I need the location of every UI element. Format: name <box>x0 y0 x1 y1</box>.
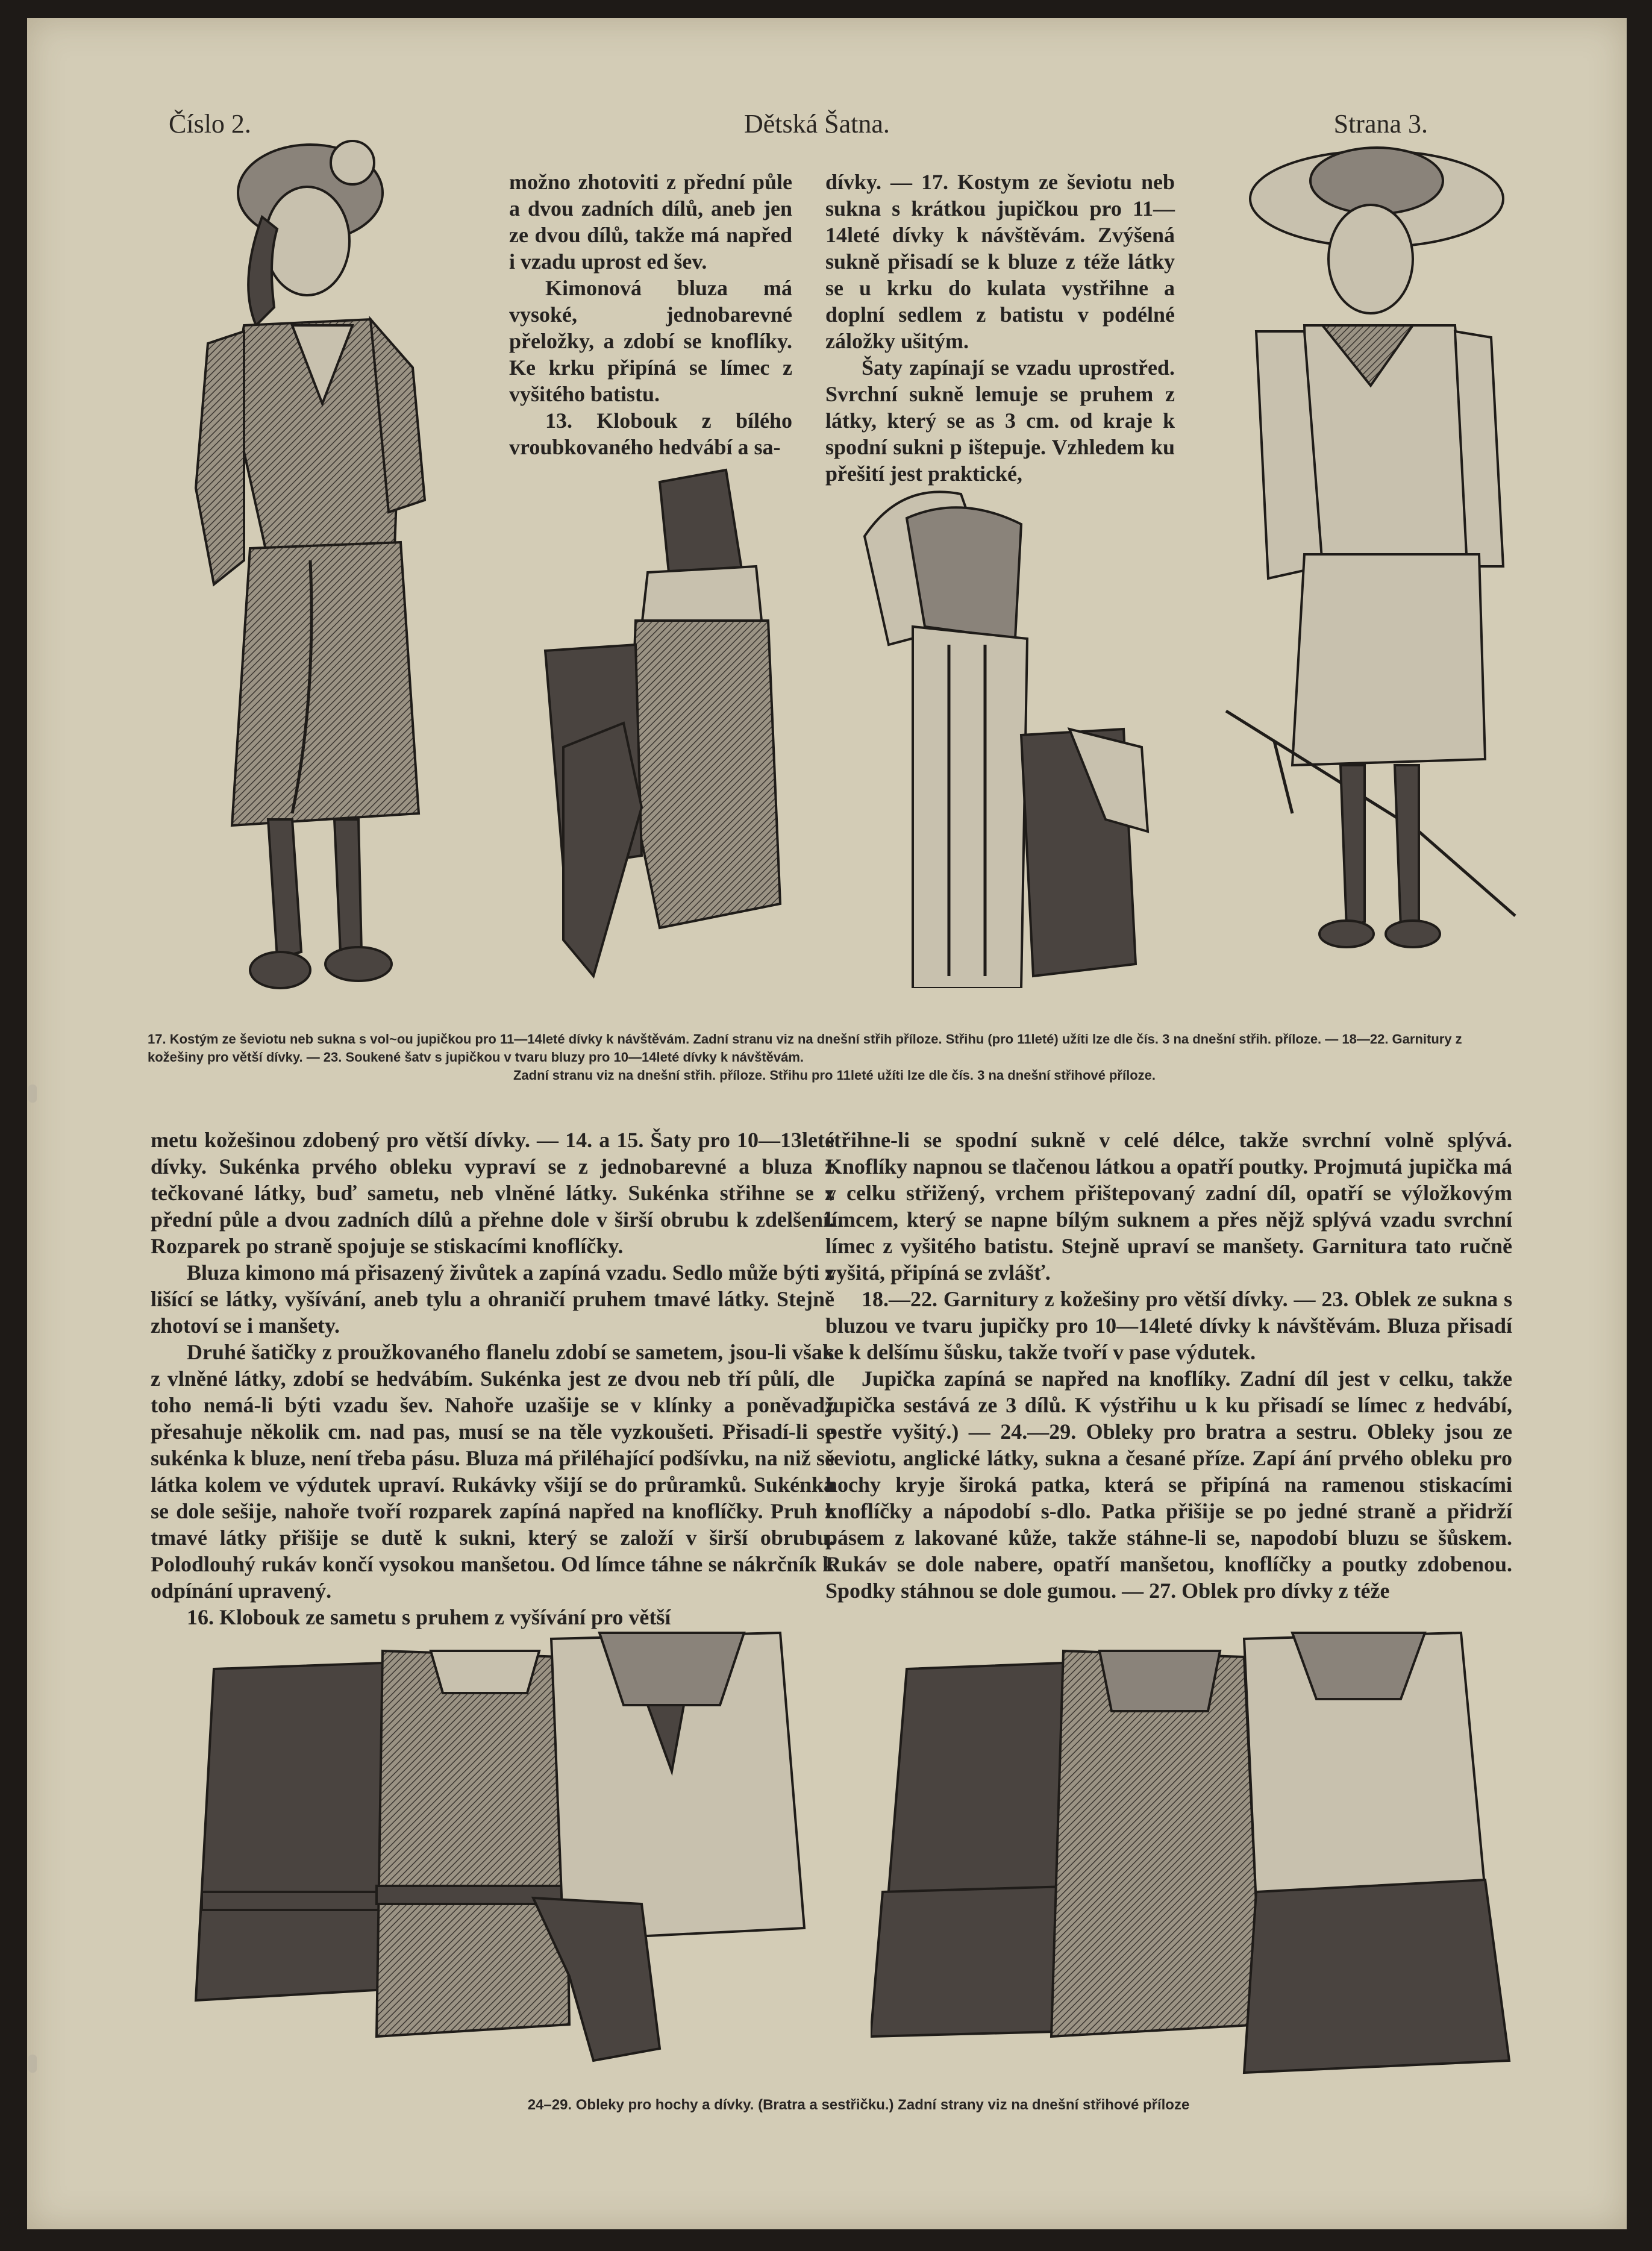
caption-line: 17. Kostým ze ševiotu neb sukna s vol~ou jupičkou pro 11—14leté dívky k návštěvám. Zadní stranu viz na dnešní střih příloze. Střihu (pro 11leté) užíti lze dle čís. 3 na dnešní střih. příloze. — 18—22. Garnitury z kožešiny pro větší dívky. — 23. Soukené šatv s jupičkou v tvaru bluzy pro 10—14leté dívky k návštěvám. <box>148 1032 1462 1065</box>
article-column-2 <box>825 169 1175 487</box>
figure-caption-bottom: 24–29. Obleky pro hochy a dívky. (Bratra a sestřičku.) Zadní strany viz na dnešní střihové příloze <box>527 2097 1190 2113</box>
article-column-3 <box>151 1127 834 1630</box>
illustration-girl-costume <box>172 127 509 1018</box>
paragraph: střihne-li se spodní sukně v celé délce, takže svrchní volně splývá. Knoflíky napnou se tlačenou látkou a opatří poutky. Projmutá jupička má v celku střižený, vrchem přištepovaný zadní díl, opatří se výložkovým límcem, který se napne bílým suknem a přes nějž splývá vzadu svrchní límec z vyšitého batistu. Stejně upraví se manšety. Garnitura tato ručně vyšitá, připíná se zvlášť. <box>825 1128 1512 1285</box>
illustration-boys-suits <box>178 1615 883 2085</box>
paragraph: Kimonová bluza má vysoké, jednobarevné přeložky, a zdobí se knoflíky. Ke krku připíná se límec z vyšitého batistu. <box>509 276 792 406</box>
paragraph: 13. Klobouk z bílého vroubkovaného hedvábí a sa- <box>509 409 792 459</box>
page-number: Strana 3. <box>1333 109 1428 139</box>
page-edge-mark <box>28 1085 37 1103</box>
page-edge-mark <box>28 2055 37 2073</box>
paragraph: metu kožešinou zdobený pro větší dívky. — 14. a 15. Šaty pro 10—13leté dívky. Sukénka prvého obleku vypraví se z jednobarevné a bluza z tečkované látky, buď sametu, neb vlněné látky. Sukénka střihne se z přední půle a dvou zadních dílů a přehne dole v širší obrubu k zdelšení. Rozparek po straně spojuje se stiskacími knoflíčky. <box>151 1128 834 1258</box>
paragraph: 16. Klobouk ze sametu s pruhem z vyšívání pro větší <box>187 1605 671 1629</box>
illustration-girl-umbrella <box>1202 133 1539 994</box>
article-column-4 <box>825 1127 1512 1604</box>
paragraph: Bluza kimono má přisazený živůtek a zapíná vzadu. Sedlo může býti z lišící se látky, vyšívání, aneb tylu a ohraničí pruhem tmavé látky. Stejně zhotoví se i manšety. <box>151 1260 834 1338</box>
paragraph: Šaty zapínají se vzadu uprostřed. Svrchní sukně lemuje se pruhem z látky, který se as 3 cm. od kraje k spodní sukni p ištepuje. Vzhledem ku přešití jest praktické, <box>825 355 1175 486</box>
caption-line: Zadní stranu viz na dnešní střih. příloze. Střihu pro 11leté užíti lze dle čís. 3 na dnešní střihové příloze. <box>513 1068 1156 1083</box>
illustration-girls-dresses <box>871 1615 1545 2085</box>
paragraph: Druhé šatičky z proužkovaného flanelu zdobí se sametem, jsou-li však z vlněné látky, zdobí se hedvábím. Sukénka jest ze dvou neb tří půlí, dle toho nemá-li býti vzadu šev. Nahoře uzašije se v klínky a poněvadž přesahuje několik cm. nad pas, musí se na těle vyzkoušeti. Přisadí-li se sukénka k bluze, není třeba pásu. Bluza má přiléhající podšívku, na niž se látka kolem ve výdutek upraví. Rukávky všijí se do průramků. Sukénka se dole sešije, nahoře tvoří rozparek zapíná napřed na knoflíčky. Pruh z tmavé látky přišije se dutě k sukni, který se založí v širší obrubu. Polodlouhý rukáv končí vysokou manšetou. Od límce táhne se nákrčník k odpínání upravený. <box>151 1340 834 1603</box>
magazine-page <box>27 18 1627 2229</box>
paragraph: dívky. — 17. Kostym ze ševiotu neb sukna s krátkou jupičkou pro 11—14leté dívky k návštěvám. Zvýšená sukně přisadí se k bluze z téže látky se u krku do kulata vystřihne a doplní sedlem z batistu v podélné záložky ušitým. <box>825 170 1175 353</box>
illustration-fur-garnitures <box>527 446 1220 988</box>
paragraph: možno zhotoviti z přední půle a dvou zadních dílů, aneb jen ze dvou dílů, takže má napřed i vzadu uprost ed šev. <box>509 170 792 274</box>
magazine-title: Dětská Šatna. <box>744 109 890 139</box>
article-column-1 <box>509 169 792 460</box>
paragraph: 18.—22. Garnitury z kožešiny pro větší dívky. — 23. Oblek ze sukna s bluzou ve tvaru jupičky pro 10—14leté dívky k návštěvám. Bluza přisadí se k delšímu šůsku, takže tvoří v pase výdutek. <box>825 1287 1512 1364</box>
issue-number: Číslo 2. <box>169 109 251 139</box>
paragraph: Jupička zapíná se napřed na knoflíky. Zadní díl jest v celku, takže jupička sestává ze 3 dílů. K výstřihu u k ku přisadí se límec z hedvábí, pestře vyšitý.) — 24.—29. Obleky pro bratra a sestru. Obleky jsou ze ševiotu, anglické látky, sukna a česané příze. Zapí ání prvého obleku pro hochy kryje široká patka, která se připíná na ramenou stiskacími knoflíčky a nápodobí s-dlo. Patka přišije se po jedné straně a přidrží pásem z lakované kůže, takže stáhne-li se, napodobí bluzu se šůskem. Rukáv se dole nabere, opatří manšetou, knoflíčky a poutky zdobenou. Spodky stáhnou se dole gumou. — 27. Oblek pro dívky z téže <box>825 1367 1512 1603</box>
figure-caption-top <box>148 1030 1521 1085</box>
